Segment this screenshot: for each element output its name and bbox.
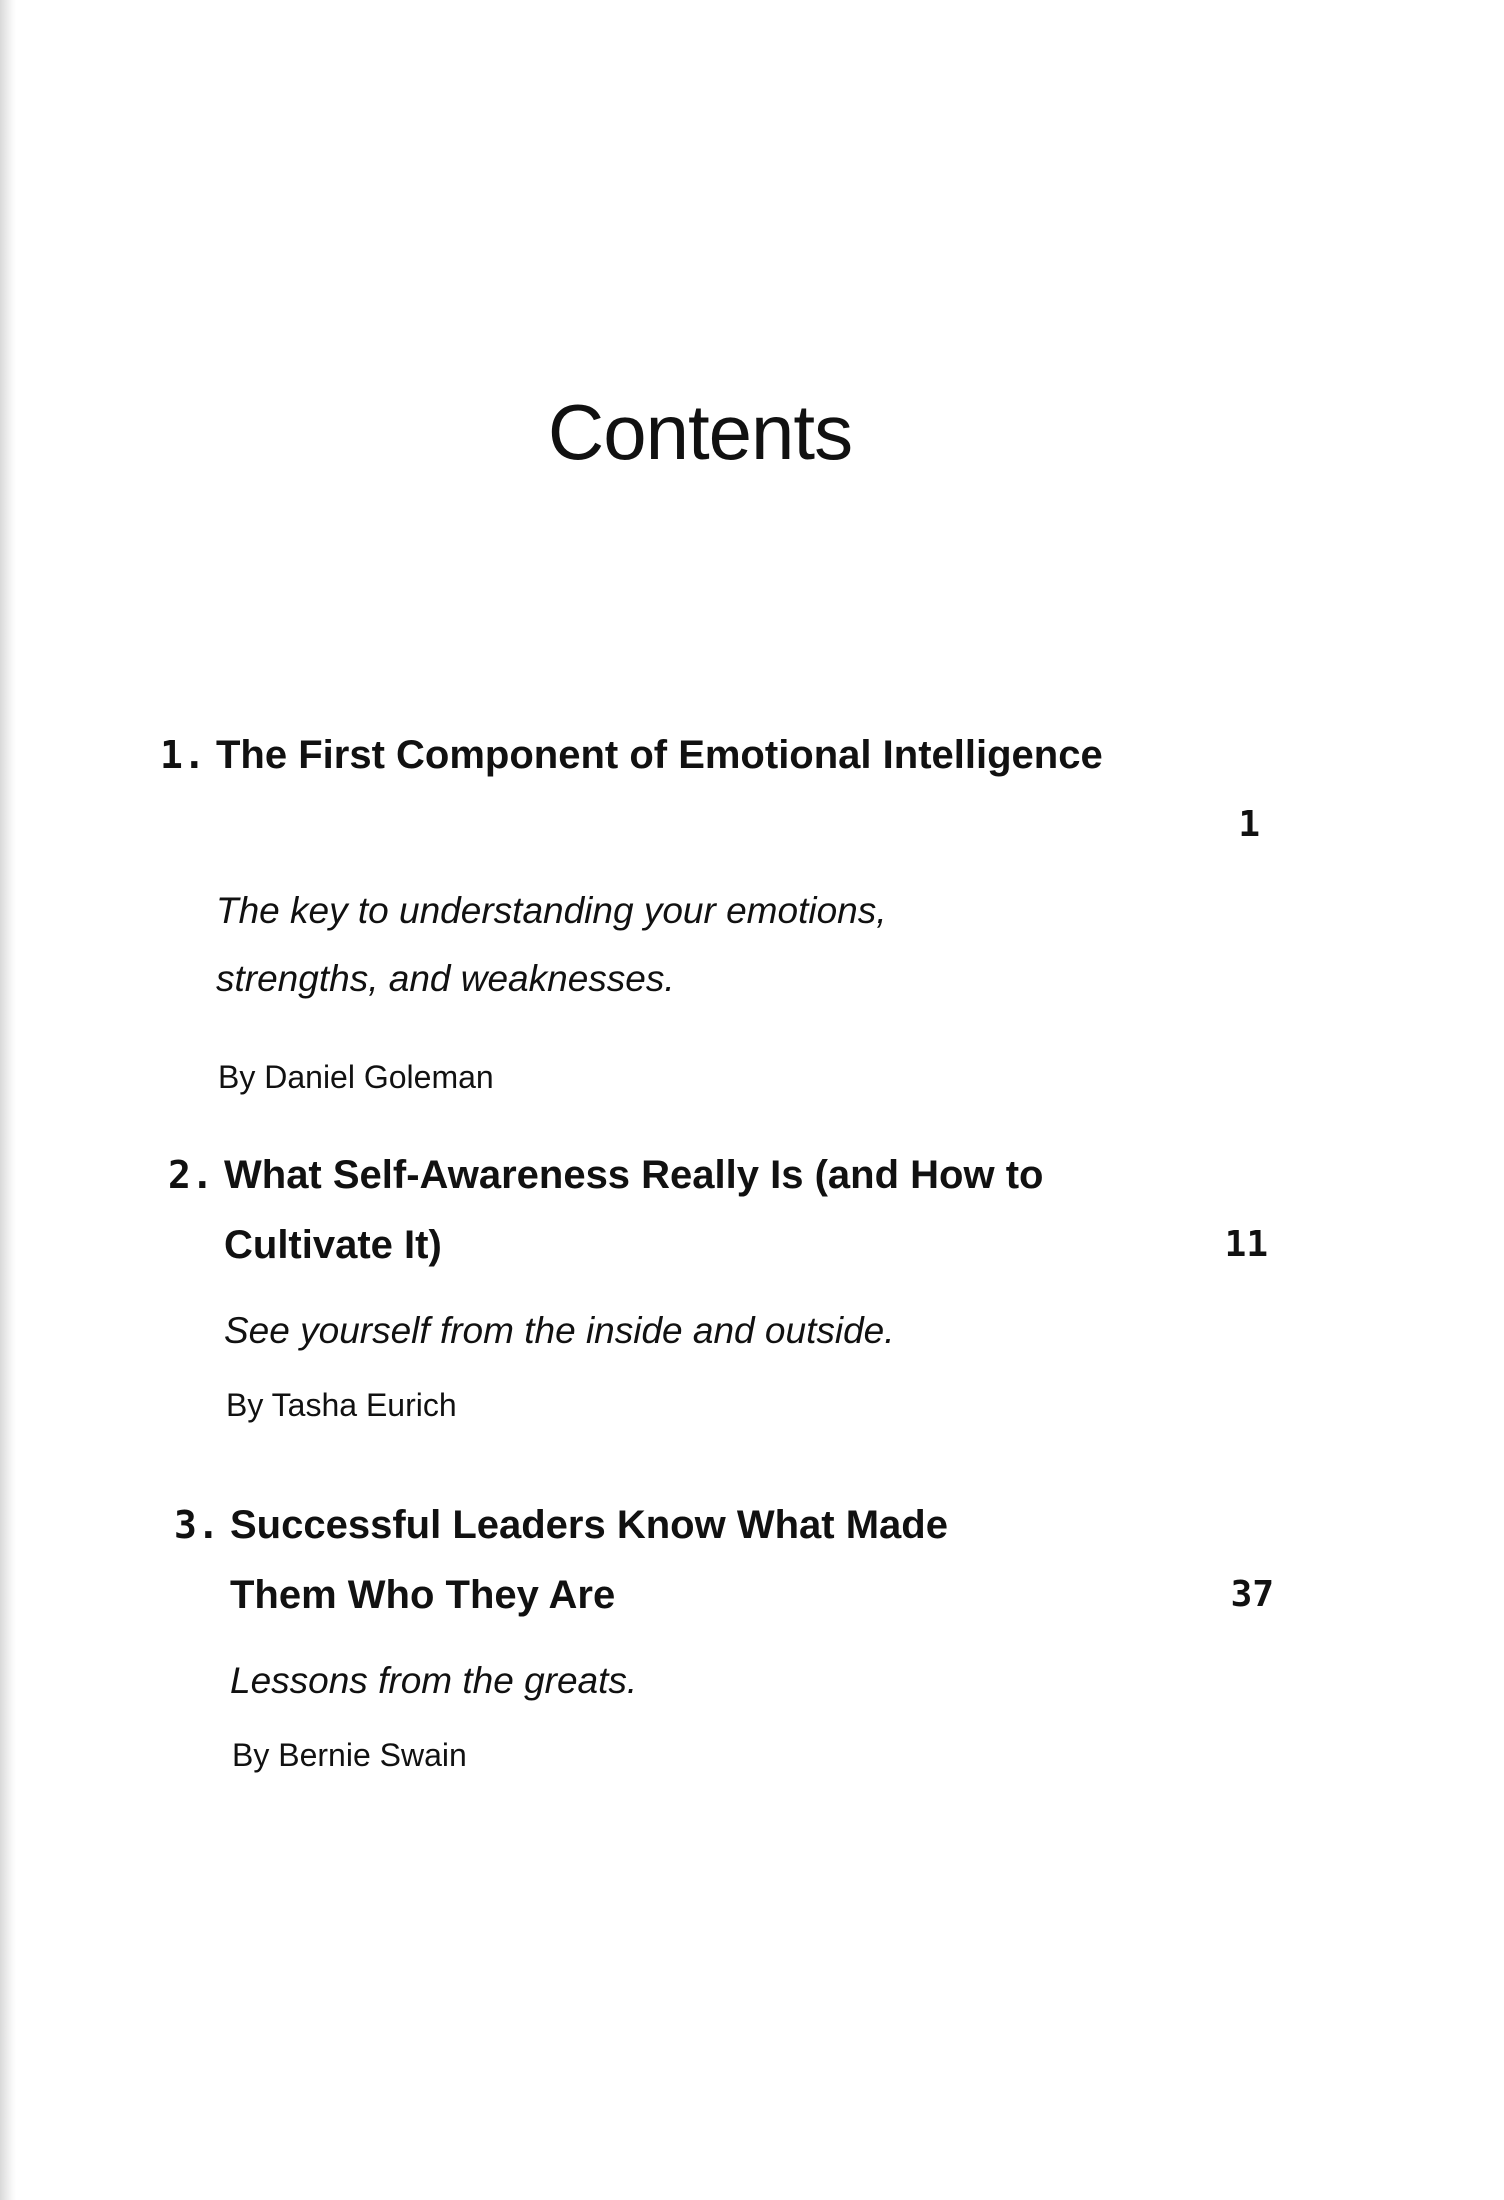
entry-author: By Daniel Goleman [218, 1059, 494, 1095]
toc-entry-2[interactable] [168, 1140, 1268, 1440]
entry-description: The key to understanding your emotions, strengths, and weaknesses. [216, 890, 887, 999]
entry-title[interactable]: What Self-Awareness Really Is (and How to Cultivate It) [224, 1153, 1044, 1267]
entry-number: 3. [174, 1503, 220, 1547]
entry-description: Lessons from the greats. [230, 1660, 638, 1701]
toc-entry-3[interactable] [174, 1490, 1274, 1790]
page-title: Contents [547, 388, 853, 476]
page-edge-shadow [0, 0, 16, 2200]
entry-page-number: 11 [1224, 1224, 1268, 1265]
entry-author: By Bernie Swain [232, 1737, 467, 1773]
entry-description: See yourself from the inside and outside. [224, 1310, 895, 1351]
entry-title[interactable]: The First Component of Emotional Intelligence [216, 733, 1103, 777]
entry-title[interactable]: Successful Leaders Know What Made Them Who They Are [230, 1503, 948, 1617]
toc-entry-1[interactable] [160, 720, 1260, 1095]
entry-number: 1. [160, 733, 206, 777]
entry-page-number: 37 [1230, 1574, 1274, 1615]
entry-page-number: 1 [1238, 804, 1260, 845]
entry-author: By Tasha Eurich [226, 1387, 457, 1423]
entry-number: 2. [168, 1153, 214, 1197]
